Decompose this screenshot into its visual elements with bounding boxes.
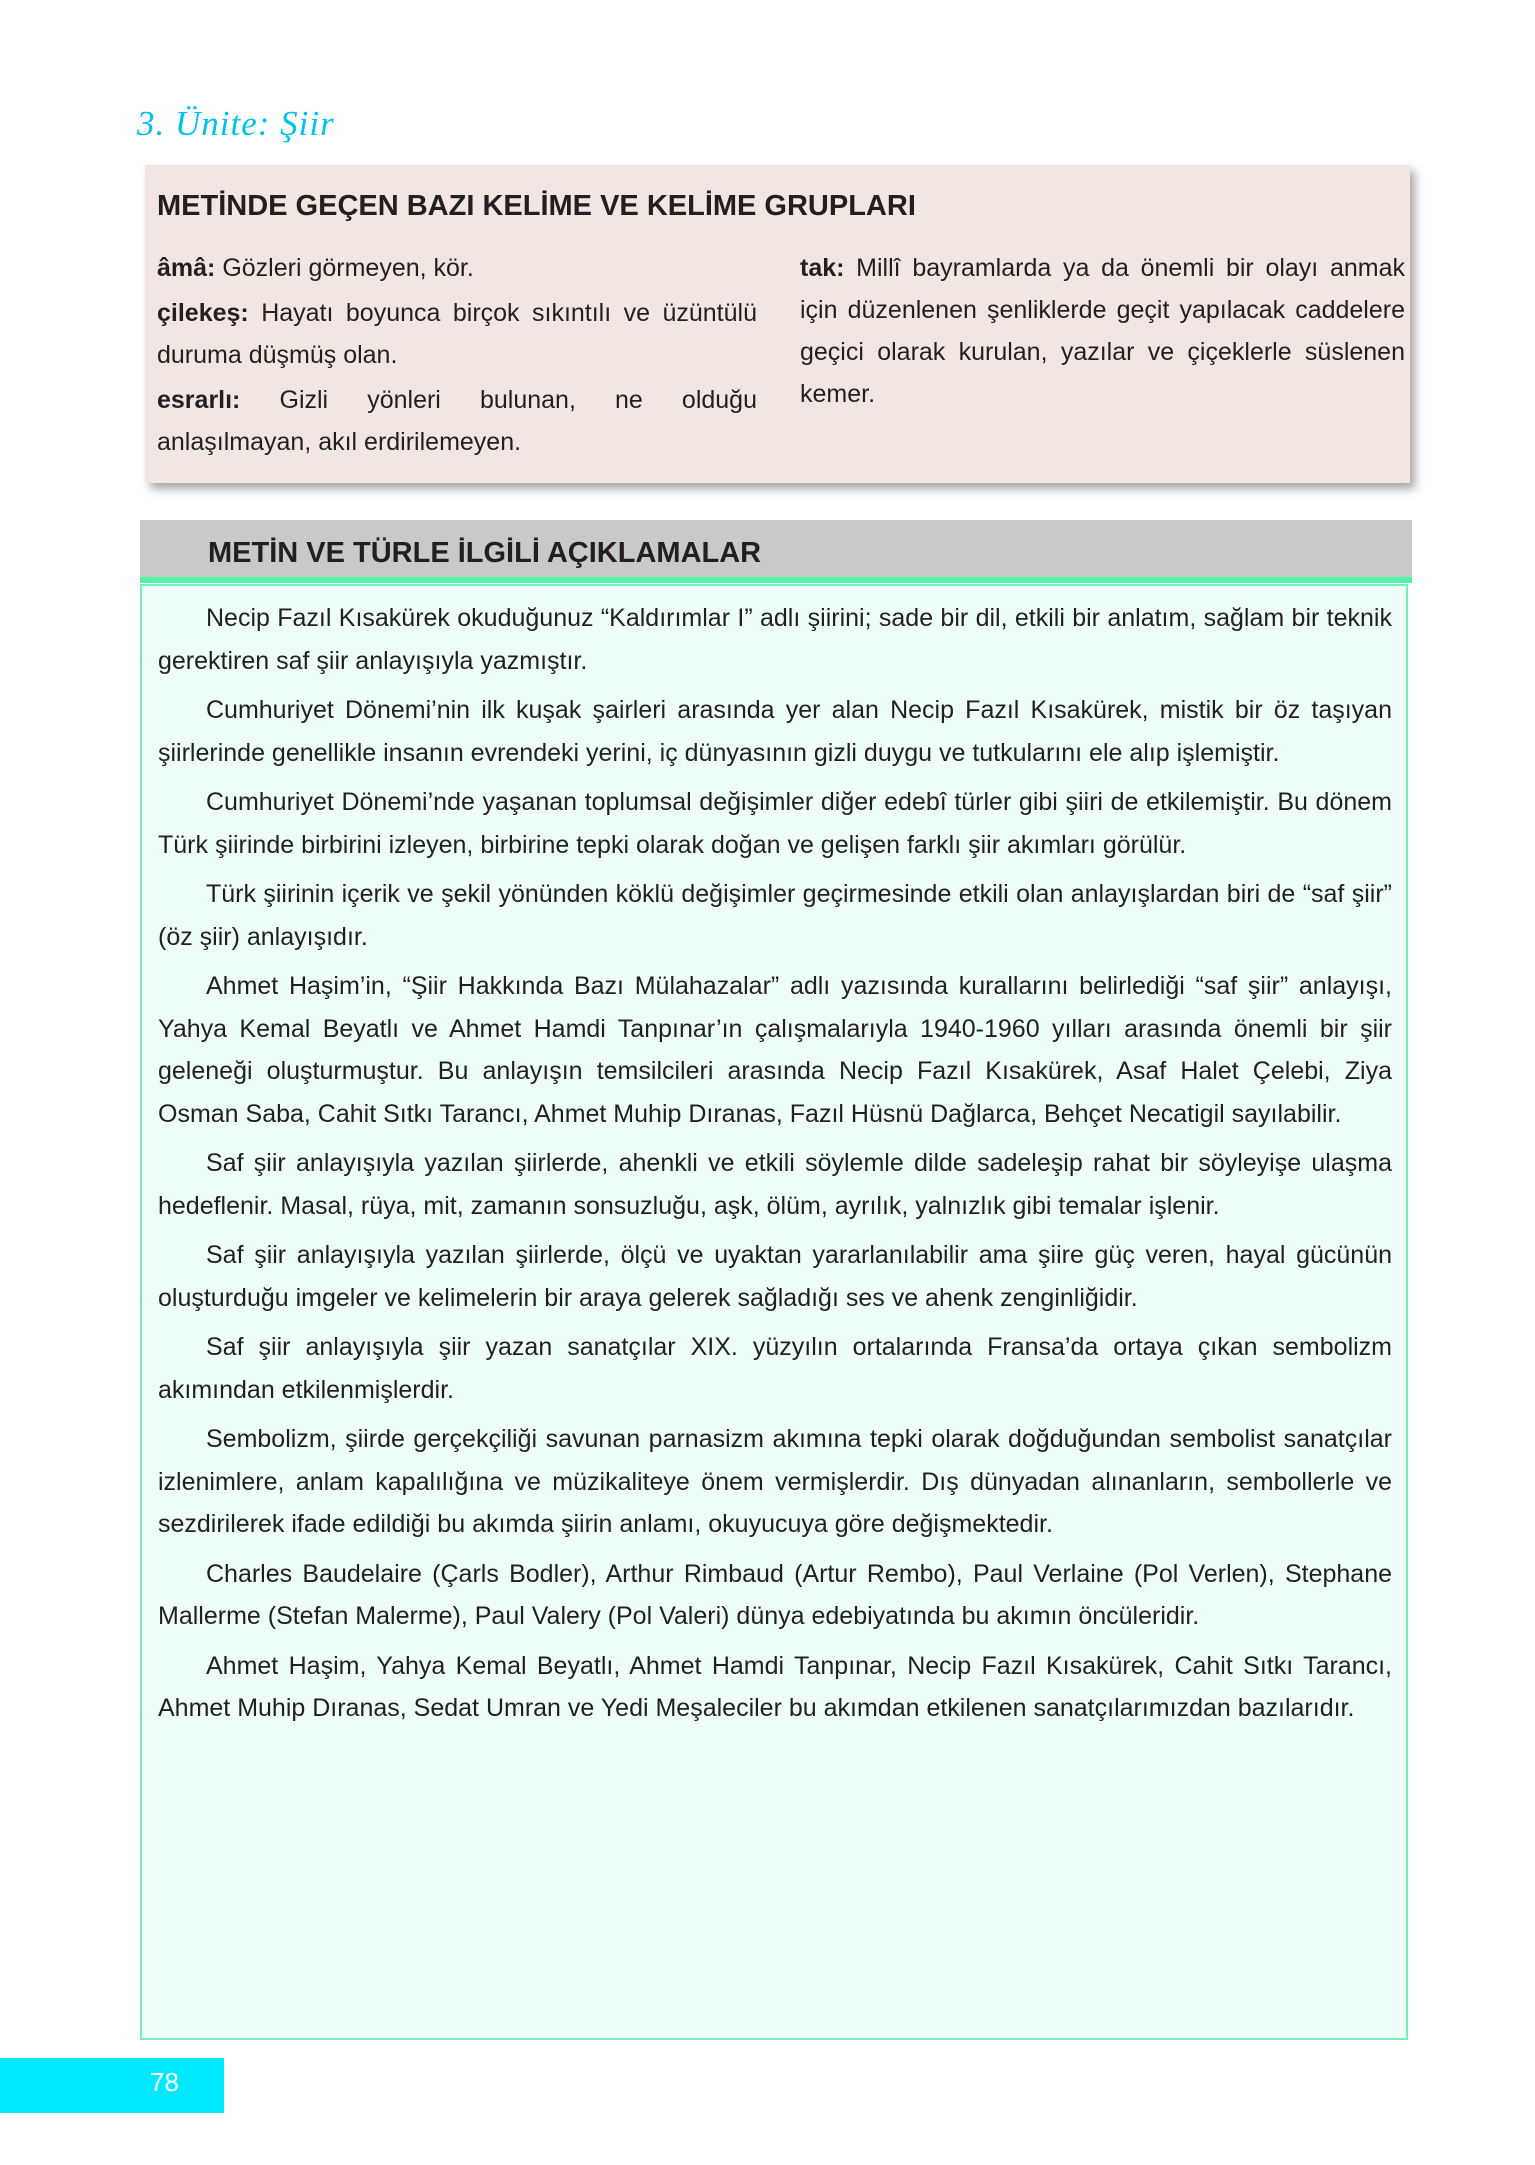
vocabulary-entry bbox=[157, 379, 757, 463]
vocabulary-term: çilekeş: bbox=[157, 299, 249, 327]
paragraph: Türk şiirinin içerik ve şekil yönünden köklü değişimler geçirmesinde etkili olan anlayışlardan biri de “saf şiir” (öz şiir) anlayışıdır. bbox=[158, 880, 1392, 951]
vocabulary-heading: METİNDE GEÇEN BAZI KELİME VE KELİME GRUPLARI bbox=[157, 190, 916, 222]
paragraph: Ahmet Haşim’in, “Şiir Hakkında Bazı Mülahazalar” adlı yazısında kurallarını belirlediği “saf şiir” anlayışı, Yahya Kemal Beyatlı ve Ahmet Hamdi Tanpınar’ın çalışmalarıyla 1940-1960 yılları arasında önemli bir şiir geleneği oluşturmuştur. Bu anlayışın temsilcileri arasında Necip Fazıl Kısakürek, Asaf Halet Çelebi, Ziya Osman Saba, Cahit Sıtkı Tarancı, Ahmet Muhip Dıranas, Fazıl Hüsnü Dağlarca, Behçet Necatigil sayılabilir. bbox=[158, 972, 1392, 1128]
paragraph: Charles Baudelaire (Çarls Bodler), Arthur Rimbaud (Artur Rembo), Paul Verlaine (Pol Verlen), Stephane Mallerme (Stefan Malerme), Paul Valery (Pol Valeri) dünya edebiyatında bu akımın öncüleridir. bbox=[158, 1559, 1392, 1630]
paragraph: Sembolizm, şiirde gerçekçiliği savunan parnasizm akımına tepki olarak doğduğundan sembolist sanatçılar izlenimlere, anlam kapalılığına ve müzikaliteye önem vermişlerdir. Dış dünyadan alınanların, sembollerle ve sezdirilerek ifade edildiği bu akımda şiirin anlamı, okuyucuya göre değişmektedir. bbox=[158, 1425, 1392, 1538]
vocabulary-right-column bbox=[800, 247, 1405, 418]
vocabulary-term: âmâ: bbox=[157, 254, 216, 282]
vocabulary-definition: Hayatı boyunca birçok sıkıntılı ve üzüntülü duruma düşmüş olan. bbox=[157, 299, 757, 369]
paragraph: Saf şiir anlayışıyla yazılan şiirlerde, ahenkli ve etkili söylemle dilde sadeleşip rahat bir söyleyişe ulaşma hedeflenir. Masal, rüya, mit, zamanın sonsuzluğu, aşk, ölüm, ayrılık, yalnızlık gibi temalar işlenir. bbox=[158, 1149, 1392, 1220]
vocabulary-definition: Gizli yönleri bulunan, ne olduğu anlaşılmayan, akıl erdirilemeyen. bbox=[157, 386, 757, 456]
paragraph: Necip Fazıl Kısakürek okuduğunuz “Kaldırımlar I” adlı şiirini; sade bir dil, etkili bir anlatım, sağlam bir teknik gerektiren saf şiir anlayışıyla yazmıştır. bbox=[158, 604, 1392, 675]
vocabulary-definition: Millî bayramlarda ya da önemli bir olayı anmak için düzenlenen şenliklerde geçit yapılacak caddelere geçici olarak kurulan, yazılar ve çiçeklerle süslenen kemer. bbox=[800, 254, 1405, 408]
page-number: 78 bbox=[150, 2067, 179, 2097]
vocabulary-left-column bbox=[157, 247, 757, 466]
explanations-content bbox=[158, 597, 1392, 1737]
vocabulary-term: tak: bbox=[800, 254, 845, 282]
section-title: METİN VE TÜRLE İLGİLİ AÇIKLAMALAR bbox=[208, 537, 762, 569]
vocabulary-entry bbox=[157, 292, 757, 376]
paragraph: Cumhuriyet Dönemi’nin ilk kuşak şairleri arasında yer alan Necip Fazıl Kısakürek, mistik bir öz taşıyan şiirlerinde genellikle insanın evrendeki yerini, iç dünyasının gizli duygu ve tutkularını ele alıp işlemiştir. bbox=[158, 696, 1392, 767]
paragraph: Saf şiir anlayışıyla şiir yazan sanatçılar XIX. yüzyılın ortalarında Fransa’da ortaya çıkan sembolizm akımından etkilenmişlerdir. bbox=[158, 1333, 1392, 1404]
vocabulary-definition: Gözleri görmeyen, kör. bbox=[215, 254, 474, 282]
paragraph: Cumhuriyet Dönemi’nde yaşanan toplumsal değişimler diğer edebî türler gibi şiiri de etkilemiştir. Bu dönem Türk şiirinde birbirini izleyen, birbirine tepki olarak doğan ve gelişen farklı şiir akımları görülür. bbox=[158, 788, 1392, 859]
vocabulary-term: esrarlı: bbox=[157, 386, 241, 414]
unit-title: 3. Ünite: Şiir bbox=[137, 104, 335, 143]
vocabulary-entry bbox=[157, 247, 757, 289]
paragraph: Ahmet Haşim, Yahya Kemal Beyatlı, Ahmet Hamdi Tanpınar, Necip Fazıl Kısakürek, Cahit Sıtkı Tarancı, Ahmet Muhip Dıranas, Sedat Umran ve Yedi Meşaleciler bu akımdan etkilenen sanatçılarımızdan bazılarıdır. bbox=[158, 1651, 1392, 1722]
paragraph: Saf şiir anlayışıyla yazılan şiirlerde, ölçü ve uyaktan yararlanılabilir ama şiire güç veren, hayal gücünün oluşturduğu imgeler ve kelimelerin bir araya gelerek sağladığı ses ve ahenk zenginliğidir. bbox=[158, 1241, 1392, 1312]
page-number-tab bbox=[0, 2058, 224, 2113]
vocabulary-entry bbox=[800, 247, 1405, 415]
